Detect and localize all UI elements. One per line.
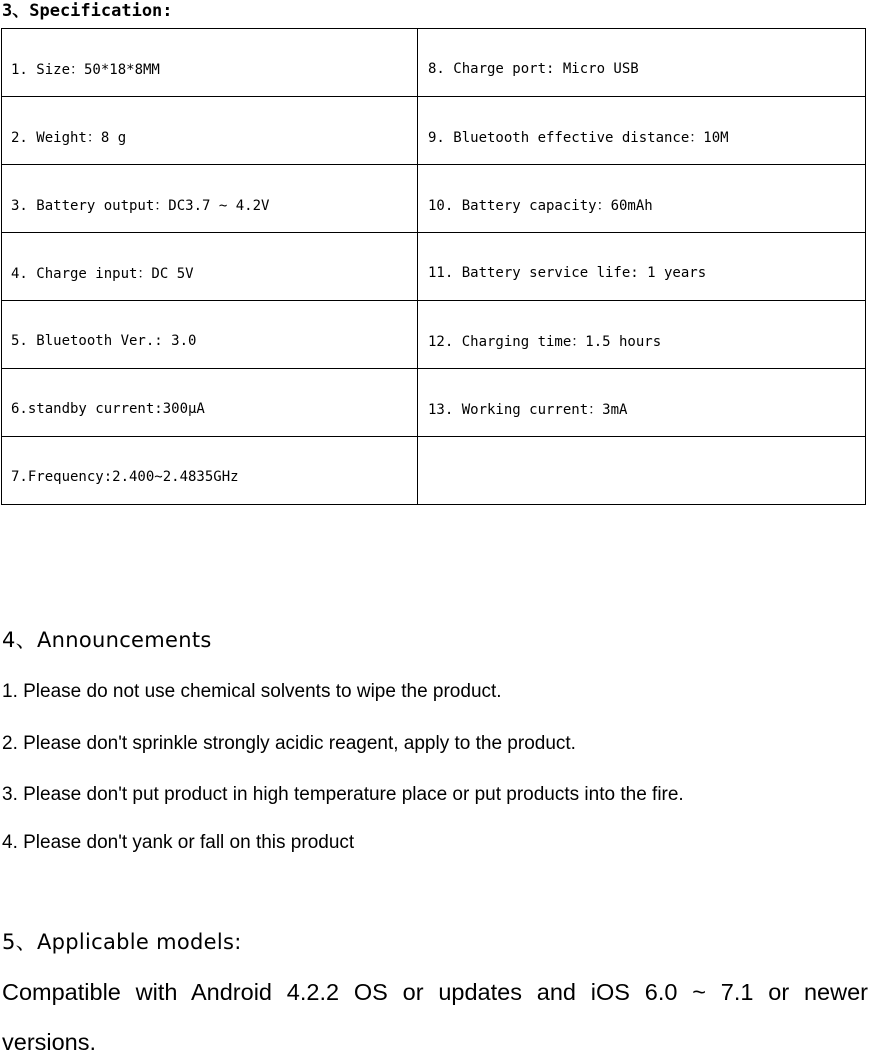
announcement-item: 1. Please do not use chemical solvents to wipe the product. [2,681,502,702]
spec-text: 11. Battery service life: 1 years [428,264,707,281]
spec-text: 9. Bluetooth effective distance：10M [428,129,729,146]
spec-text: 4. Charge input：DC 5V [11,265,194,282]
spec-cell-bluetooth-version [2,301,418,369]
spec-text: 6.standby current:300μA [11,400,205,417]
spec-cell-empty [418,437,866,505]
table-row [2,369,866,437]
spec-cell-standby-current [2,369,418,437]
spec-cell-frequency [2,437,418,505]
spec-text: 8. Charge port: Micro USB [428,60,639,77]
table-row [2,301,866,369]
table-row [2,233,866,301]
spec-text: 3. Battery output：DC3.7 ~ 4.2V [11,197,270,214]
specification-table [1,28,866,505]
specification-heading: 3、Specification: [2,1,173,21]
spec-cell-charge-port [418,29,866,97]
spec-cell-bluetooth-distance [418,97,866,165]
spec-text: 12. Charging time：1.5 hours [428,333,662,350]
compatibility-text-continued: versions. [2,1029,97,1055]
announcement-item: 2. Please don't sprinkle strongly acidic reagent, apply to the product. [2,733,576,754]
spec-cell-size [2,29,418,97]
spec-cell-battery-life [418,233,866,301]
applicable-models-heading: 5、Applicable models: [2,930,242,954]
compatibility-text: Compatible with Android 4.2.2 OS or updates and iOS 6.0 ~ 7.1 or newer [2,979,868,1005]
spec-cell-battery-output [2,165,418,233]
announcements-heading: 4、Announcements [2,628,212,652]
spec-text: 13. Working current：3mA [428,401,628,418]
spec-cell-charge-input [2,233,418,301]
announcement-item: 3. Please don't put product in high temperature place or put products into the fire. [2,784,684,805]
announcement-item: 4. Please don't yank or fall on this product [2,832,355,853]
spec-text: 10. Battery capacity：60mAh [428,197,653,214]
table-row [2,437,866,505]
spec-text: 1. Size：50*18*8MM [11,61,160,78]
table-row [2,29,866,97]
spec-cell-weight [2,97,418,165]
spec-text: 2. Weight：8 g [11,129,127,146]
table-row [2,165,866,233]
table-row [2,97,866,165]
spec-cell-battery-capacity [418,165,866,233]
spec-cell-charging-time [418,301,866,369]
spec-text: 7.Frequency:2.400~2.4835GHz [11,468,239,485]
spec-cell-working-current [418,369,866,437]
spec-text: 5. Bluetooth Ver.: 3.0 [11,332,197,349]
